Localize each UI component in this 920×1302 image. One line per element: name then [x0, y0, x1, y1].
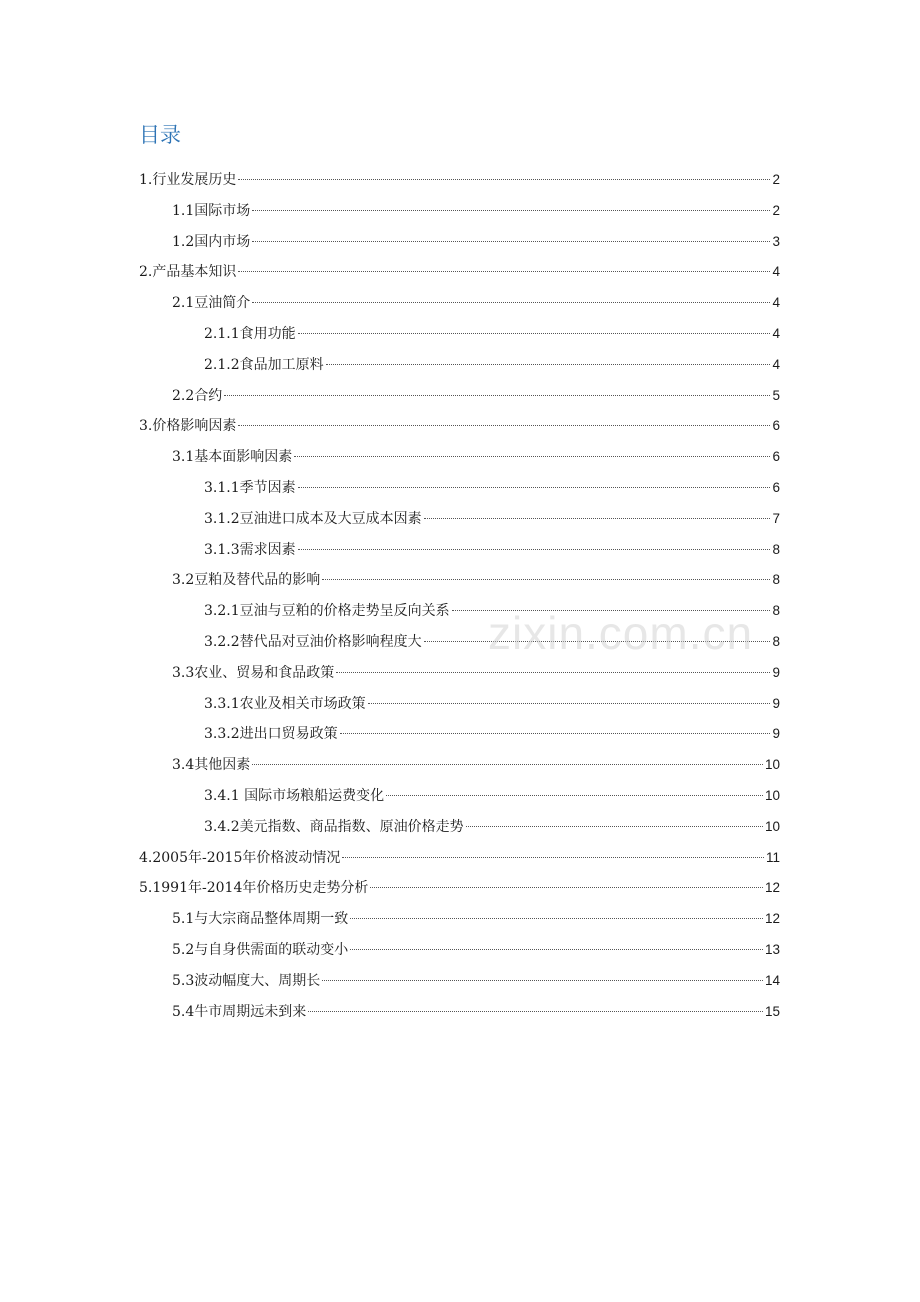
toc-entry-title: 2.1.1食用功能: [204, 326, 296, 342]
toc-entry[interactable]: [139, 258, 780, 286]
toc-entry-page-number: 12: [764, 880, 780, 896]
toc-dot-leader: [424, 518, 771, 519]
toc-entry-page-number: 8: [772, 603, 780, 619]
toc-dot-leader: [298, 549, 771, 550]
toc-entry[interactable]: [172, 751, 780, 779]
toc-entry-title: 5.3波动幅度大、周期长: [172, 972, 321, 989]
toc-entry-page-number: 12: [764, 911, 780, 927]
toc-entry-title: 2.1.2食品加工原料: [204, 356, 324, 373]
toc-entry[interactable]: [172, 289, 780, 317]
toc-entry-title: 5.1991年-2014年价格历史走势分析: [139, 880, 369, 897]
toc-dot-leader: [252, 302, 770, 303]
toc-entry[interactable]: [204, 474, 780, 502]
toc-entry-title: 3.4.1 国际市场粮船运费变化: [204, 788, 385, 804]
toc-entry-title: 3.2.2替代品对豆油价格影响程度大: [204, 634, 422, 650]
toc-entry-title: 3.1.2豆油进口成本及大豆成本因素: [204, 510, 422, 527]
toc-entry-page-number: 8: [772, 541, 780, 557]
toc-dot-leader: [386, 795, 763, 796]
toc-dot-leader: [298, 333, 771, 334]
toc-entry[interactable]: [172, 967, 780, 995]
toc-entry-page-number: 10: [764, 818, 780, 834]
toc-entry[interactable]: [204, 351, 780, 379]
toc-entry[interactable]: [172, 228, 780, 256]
toc-entry-page-number: 9: [772, 726, 780, 742]
toc-entry-title: 4.2005年-2015年价格波动情况: [139, 849, 341, 866]
toc-entry-page-number: 7: [772, 510, 780, 526]
toc-entry-title: 3.1.3需求因素: [204, 541, 296, 558]
toc-entry[interactable]: [139, 874, 780, 902]
toc-entry[interactable]: [172, 443, 780, 471]
toc-entry[interactable]: [172, 659, 780, 687]
toc-entry-title: 5.4牛市周期远未到来: [172, 1003, 307, 1020]
toc-dot-leader: [466, 826, 763, 827]
toc-entry-title: 2.1豆油简介: [172, 295, 251, 312]
toc-dot-leader: [424, 641, 771, 642]
toc-entry-page-number: 8: [772, 572, 780, 588]
toc-entry-page-number: 6: [772, 449, 780, 465]
toc-entry-page-number: 3: [772, 233, 780, 249]
toc-entry-title: 1.1国际市场: [172, 202, 251, 219]
toc-entry[interactable]: [172, 382, 780, 410]
toc-dot-leader: [252, 764, 763, 765]
toc-dot-leader: [238, 179, 770, 180]
toc-entry-title: 3.2豆粕及替代品的影响: [172, 572, 321, 589]
toc-dot-leader: [294, 456, 770, 457]
toc-entry-title: 5.2与自身供需面的联动变小: [172, 942, 349, 958]
toc-entry-title: 2.2合约: [172, 387, 223, 404]
toc-entry-page-number: 14: [764, 972, 780, 988]
toc-entry-title: 3.4.2美元指数、商品指数、原油价格走势: [204, 818, 464, 835]
toc-entry-title: 3.1.1季节因素: [204, 480, 296, 496]
toc-entry[interactable]: [172, 197, 780, 225]
toc-entry-page-number: 5: [772, 387, 780, 403]
toc-entry-page-number: 4: [772, 295, 780, 311]
toc-dot-leader: [322, 980, 763, 981]
toc-entry-page-number: 4: [772, 326, 780, 341]
toc-entry-page-number: 9: [772, 664, 780, 680]
toc-entry[interactable]: [204, 782, 780, 810]
toc-entry-page-number: 2: [772, 202, 780, 218]
toc-entry-page-number: 15: [764, 1003, 780, 1019]
toc-entry[interactable]: [204, 690, 780, 718]
toc-dot-leader: [238, 425, 770, 426]
toc-entry-page-number: 2: [772, 172, 780, 187]
toc-dot-leader: [224, 395, 770, 396]
toc-entry[interactable]: [204, 628, 780, 656]
toc-entry-title: 3.3农业、贸易和食品政策: [172, 664, 335, 681]
toc-dot-leader: [252, 241, 770, 242]
toc-dot-leader: [308, 1011, 763, 1012]
toc-entry-title: 1.2国内市场: [172, 233, 251, 250]
toc-entry[interactable]: [204, 813, 780, 841]
watermark-text: zixin.com.cn: [488, 607, 754, 659]
toc-entry-title: 3.2.1豆油与豆粕的价格走势呈反向关系: [204, 603, 450, 620]
toc-dot-leader: [368, 703, 771, 704]
toc-entry-page-number: 6: [772, 480, 780, 495]
toc-entry-title: 3.3.1农业及相关市场政策: [204, 695, 366, 712]
toc-entry-title: 2.产品基本知识: [139, 264, 237, 281]
toc-entry-title: 3.1基本面影响因素: [172, 449, 293, 466]
toc-heading: 目录: [139, 123, 181, 147]
toc-entry-page-number: 10: [764, 757, 780, 773]
toc-entry[interactable]: [204, 720, 780, 748]
toc-entry-title: 1.行业发展历史: [139, 172, 237, 188]
toc-dot-leader: [350, 918, 763, 919]
toc-entry[interactable]: [172, 998, 780, 1026]
toc-entry-page-number: 6: [772, 418, 780, 434]
toc-entry[interactable]: [172, 936, 780, 964]
toc-entry[interactable]: [204, 536, 780, 564]
toc-dot-leader: [350, 949, 763, 950]
toc-dot-leader: [336, 672, 770, 673]
toc-dot-leader: [326, 364, 771, 365]
toc-entry-title: 3.3.2进出口贸易政策: [204, 726, 338, 743]
toc-entry[interactable]: [172, 566, 780, 594]
toc-entry[interactable]: [204, 505, 780, 533]
toc-entry[interactable]: [139, 412, 780, 440]
toc-entry[interactable]: [204, 597, 780, 625]
toc-entry[interactable]: [139, 844, 780, 872]
toc-entry-page-number: 13: [764, 942, 780, 957]
toc-entry[interactable]: [172, 905, 780, 933]
toc-entry-page-number: 11: [765, 849, 780, 865]
toc-dot-leader: [370, 887, 763, 888]
toc-entry-page-number: 10: [764, 788, 780, 803]
toc-entry-title: 3.价格影响因素: [139, 418, 237, 435]
toc-entry-title: 3.4其他因素: [172, 757, 251, 774]
toc-dot-leader: [342, 857, 764, 858]
toc-entry-page-number: 8: [772, 634, 780, 649]
toc-entry[interactable]: [204, 320, 780, 348]
toc-entry-title: 5.1与大宗商品整体周期一致: [172, 911, 349, 928]
toc-entry-page-number: 4: [772, 264, 780, 280]
toc-dot-leader: [238, 271, 770, 272]
toc-dot-leader: [452, 610, 771, 611]
toc-entry-page-number: 4: [772, 356, 780, 372]
toc-entry-page-number: 9: [772, 695, 780, 711]
toc-entry[interactable]: [139, 166, 780, 194]
toc-dot-leader: [252, 210, 770, 211]
toc-dot-leader: [340, 733, 771, 734]
toc-dot-leader: [322, 579, 770, 580]
toc-dot-leader: [298, 487, 771, 488]
